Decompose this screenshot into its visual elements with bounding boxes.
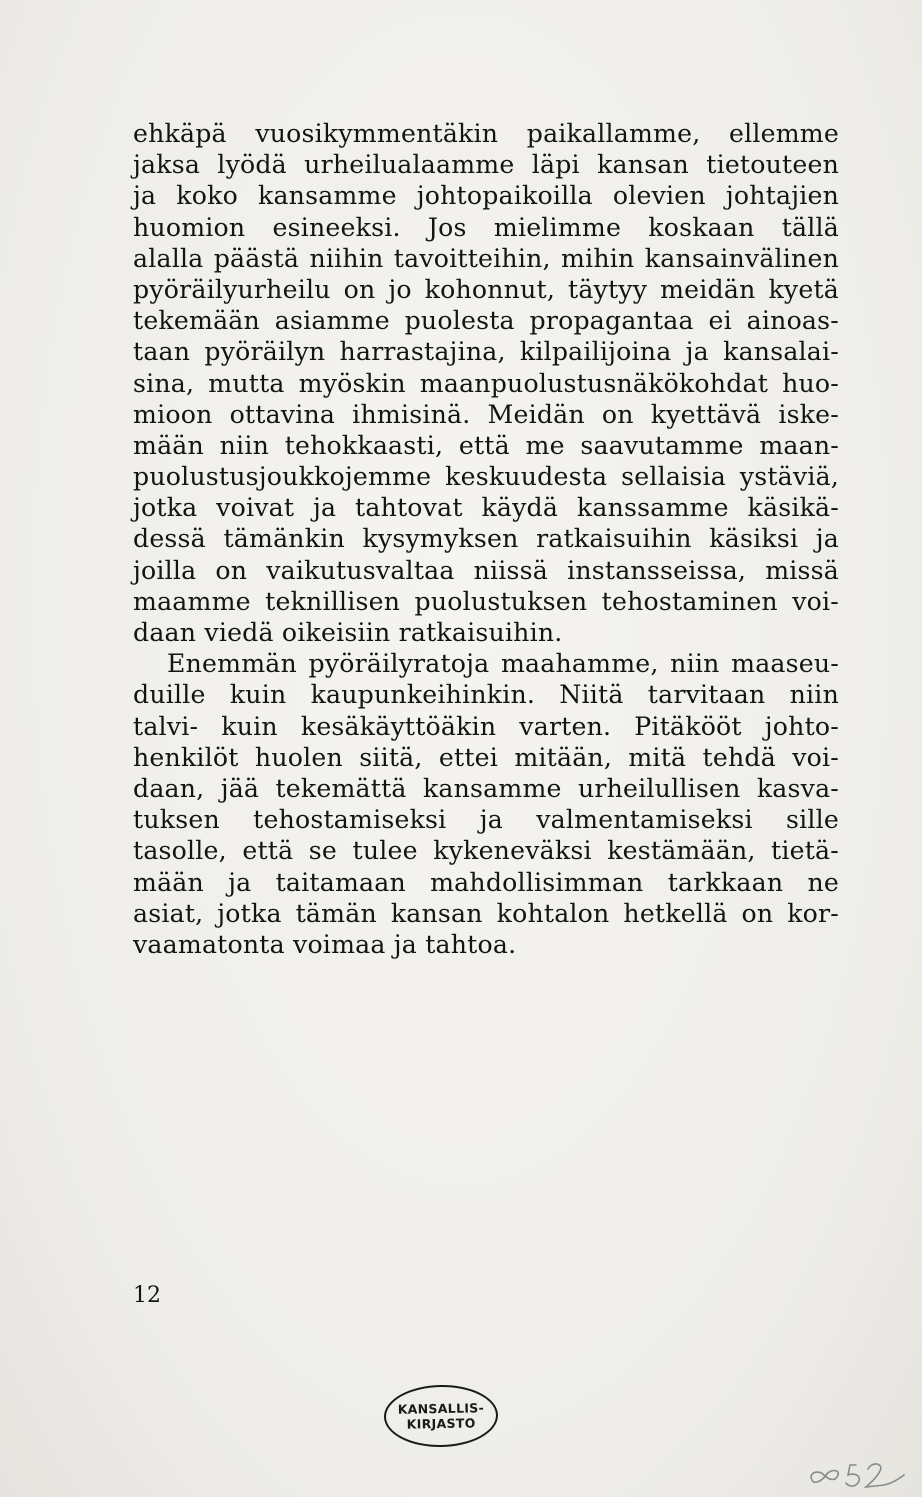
text-line: jaksa lyödä urheilualaamme läpi kansan tietouteen [133,150,839,180]
text-line: Enemmän pyöräilyratoja maahamme, niin maaseu- [167,649,839,679]
body-text [133,118,839,960]
text-line: joilla on vaikutusvaltaa niissä instansseissa, missä [133,555,839,585]
text-line: puolustusjoukkojemme keskuudesta sellaisia ystäviä, [133,462,839,492]
stamp-line-1: KANSALLIS- [397,1400,485,1417]
stamp-line-2: KIRJASTO [406,1415,476,1432]
text-line: tekemään asiamme puolesta propagantaa ei ainoas- [133,306,839,336]
handwritten-shelf-mark [806,1455,910,1493]
text-line: ja koko kansamme johtopaikoilla olevien johtajien [133,181,839,211]
text-line: alalla päästä niihin tavoitteihin, mihin kansainvälinen [133,243,839,273]
text-line: taan pyöräilyn harrastajina, kilpailijoina ja kansalai- [133,337,839,367]
text-line: sina, mutta myöskin maanpuolustusnäkökohdat huo- [133,368,839,398]
text-line: duille kuin kaupunkeihinkin. Niitä tarvitaan niin [133,680,839,710]
text-line: maamme teknillisen puolustuksen tehostaminen voi- [133,586,839,616]
text-line: tuksen tehostamiseksi ja valmentamiseksi sille [133,805,839,835]
text-line: henkilöt huolen siitä, ettei mitään, mitä tehdä voi- [133,742,839,772]
text-line: huomion esineeksi. Jos mielimme koskaan tällä [133,212,839,242]
text-line: asiat, jotka tämän kansan kohtalon hetkellä on kor- [133,898,839,928]
text-line: mioon ottavina ihmisinä. Meidän on kyettävä iske- [133,399,839,429]
text-line: mään niin tehokkaasti, että me saavutamme maan- [133,430,839,460]
text-line: jotka voivat ja tahtovat käydä kanssamme käsikä- [133,493,839,523]
text-line: dessä tämänkin kysymyksen ratkaisuihin käsiksi ja [133,524,839,554]
text-line: vaamatonta voimaa ja tahtoa. [133,929,517,959]
library-stamp [383,1384,498,1448]
text-line: tasolle, että se tulee kykeneväksi kestämään, tietä- [133,836,839,866]
text-line: mään ja taitamaan mahdollisimman tarkkaan ne [133,867,839,897]
text-line: pyöräilyurheilu on jo kohonnut, täytyy meidän kyetä [133,274,839,304]
page-number: 12 [133,1283,161,1308]
text-line: daan, jää tekemättä kansamme urheilullisen kasva- [133,773,839,803]
text-line: talvi- kuin kesäkäyttöäkin varten. Pitäkööt johto- [133,711,839,741]
text-line: ehkäpä vuosikymmentäkin paikallamme, ellemme [133,119,839,148]
text-line: daan viedä oikeisiin ratkaisuihin. [133,618,563,647]
